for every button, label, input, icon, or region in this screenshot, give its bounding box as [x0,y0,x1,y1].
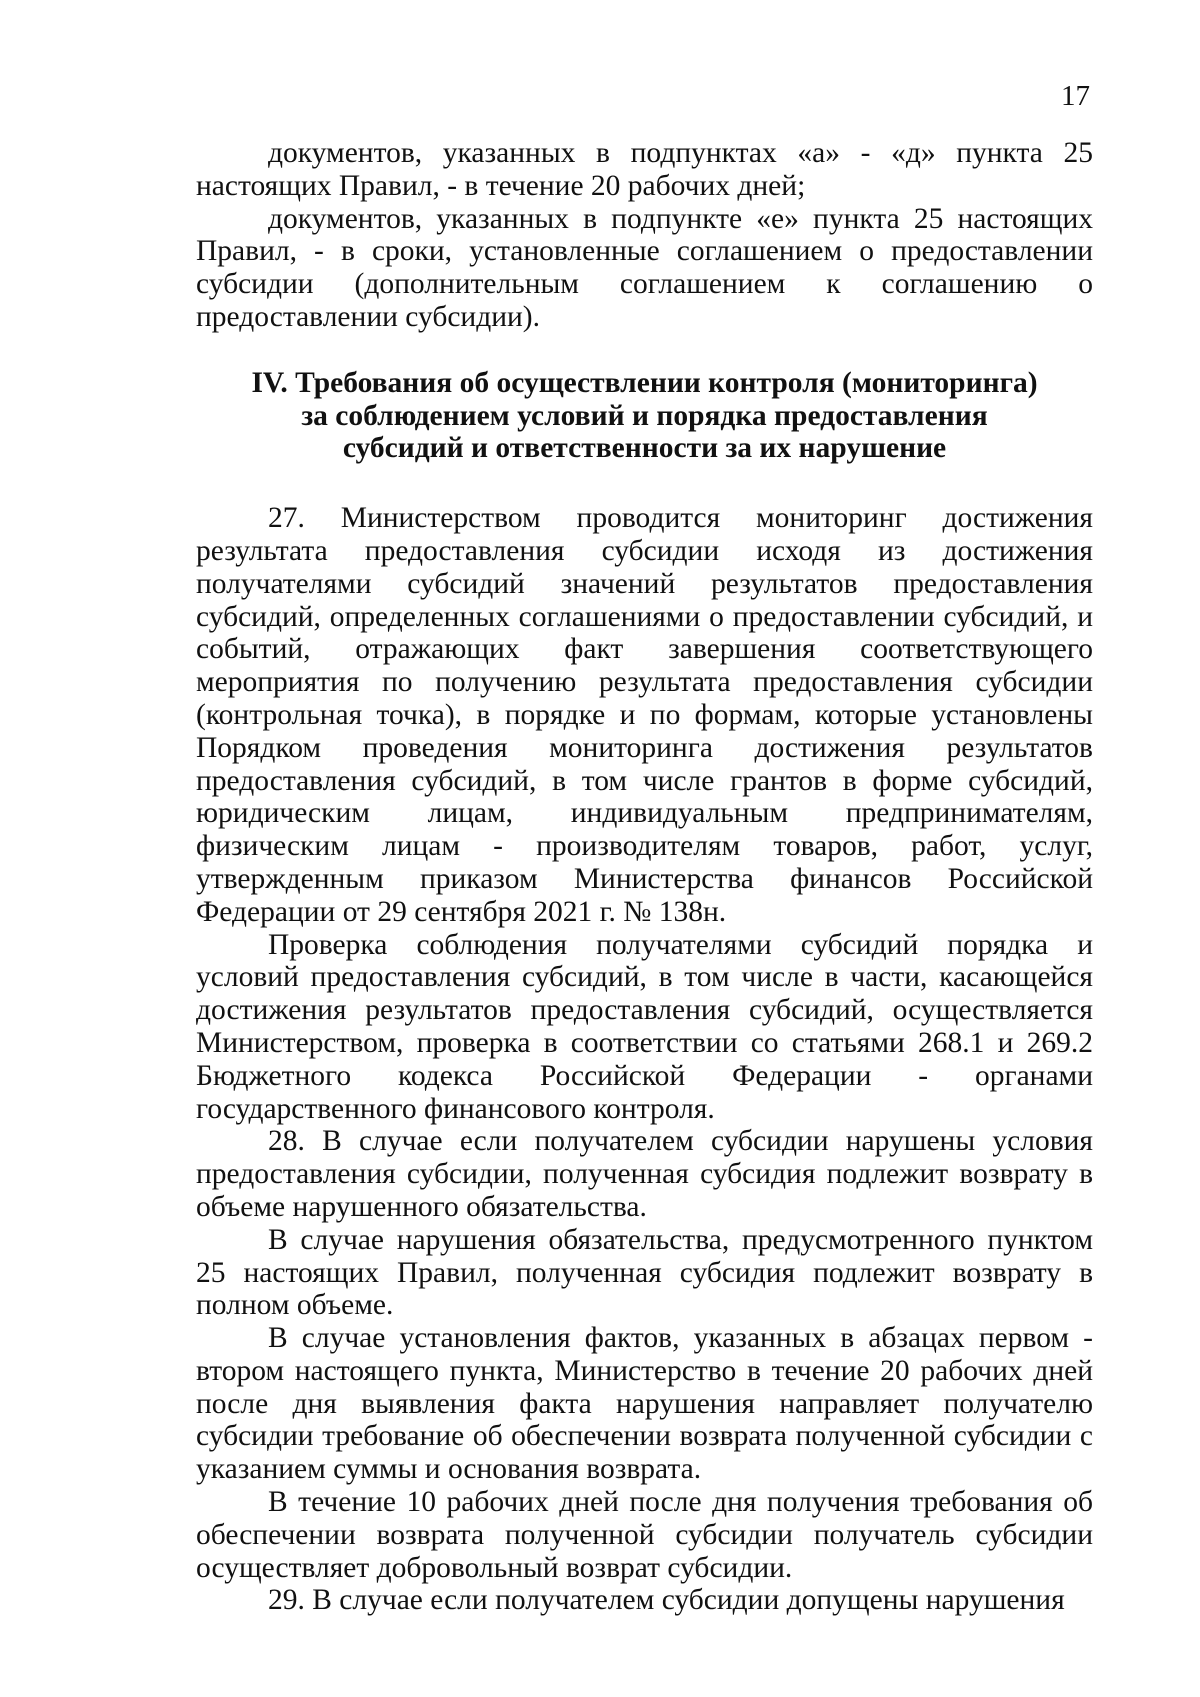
paragraph-compliance-check: Проверка соблюдения получателями субсидий порядка и условий предоставления субсидий, в том числе в части, касающейся достижения результатов предоставления субсидий, осуществляется Министерством, проверка в соответствии со статьями 268.1 и 269.2 Бюджетного кодекса Российской Федерации - органами государственного финансового контроля. [196,928,1093,1125]
paragraph-voluntary-refund: В течение 10 рабочих дней после дня получения требования об обеспечении возврата полученной субсидии получатель субсидии осуществляет добровольный возврат субсидии. [196,1486,1093,1584]
section-heading-line-3: субсидий и ответственности за их нарушение [342,432,947,465]
paragraph-full-refund: В случае нарушения обязательства, предусмотренного пунктом 25 настоящих Правил, полученная субсидия подлежит возврату в полном объеме. [196,1223,1093,1322]
paragraph-item-28: 28. В случае если получателем субсидии нарушены условия предоставления субсидии, полученная субсидия подлежит возврату в объеме нарушенного обязательства. [196,1125,1093,1223]
paragraph-item-27: 27. Министерством проводится мониторинг достижения результата предоставления субсидии исходя из достижения получателями субсидий значений результатов предоставления субсидий, определенных соглашениями о предоставлении субсидий, и событий, отражающих факт завершения соответствующего мероприятия по получению результата предоставления субсидии (контрольная точка), в порядке и по формам, которые установлены Порядком проведения мониторинга достижения результатов предоставления субсидий, в том числе грантов в форме субсидий, юридическим лицам, индивидуальным предпринимателям, физическим лицам - производителям товаров, работ, услуг, утвержденным приказом Министерства финансов Российской Федерации от 29 сентября 2021 г. № 138н. [196,502,1093,928]
paragraph-refund-demand: В случае установления фактов, указанных в абзацах первом - втором настоящего пункта, Министерство в течение 20 рабочих дней после дня выявления факта нарушения направляет получателю субсидии требование об обеспечении возврата полученной субсидии с указанием суммы и основания возврата. [196,1322,1093,1486]
paragraph-deadline-documents-a-d: документов, указанных в подпунктах «а» - «д» пункта 25 настоящих Правил, - в течение 20 рабочих дней; [196,137,1093,202]
section-heading [196,367,1093,465]
document-body [196,137,1093,1617]
section-heading-line-1: IV. Требования об осуществлении контроля (мониторинга) [251,366,1038,399]
paragraph-item-29: 29. В случае если получателем субсидии допущены нарушения [268,1584,1065,1617]
paragraph-deadline-documents-e: документов, указанных в подпункте «е» пункта 25 настоящих Правил, - в сроки, установленные соглашением о предоставлении субсидии (дополнительным соглашением к соглашению о предоставлении субсидии). [196,202,1093,333]
page-number: 17 [1061,80,1090,112]
section-heading-line-2: за соблюдением условий и порядка предоставления [301,399,988,432]
